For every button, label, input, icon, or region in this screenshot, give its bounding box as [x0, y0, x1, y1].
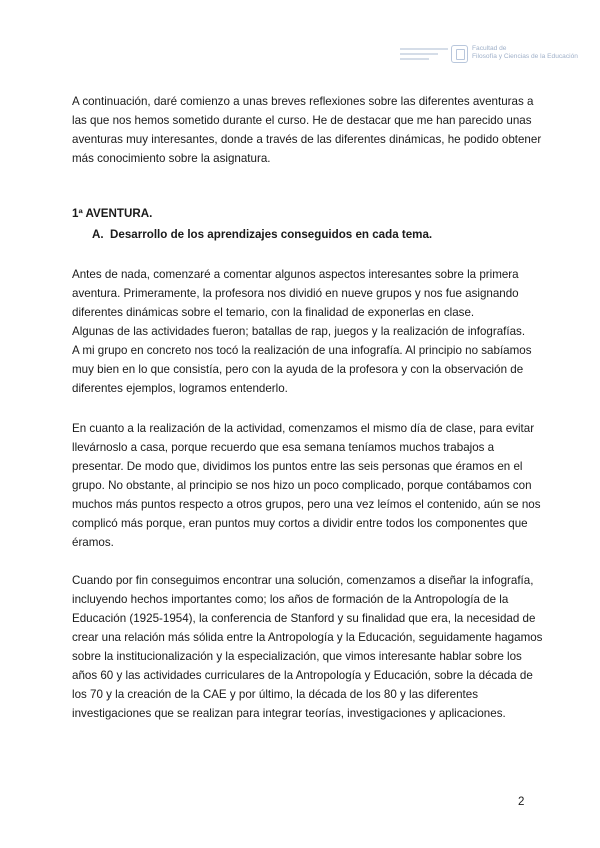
text-line: años 60 y las actividades curriculares de la Antropología y Educación, sobre la década de	[72, 669, 533, 682]
university-logo-mark	[400, 48, 448, 62]
paragraph-2	[72, 419, 541, 552]
text-line: investigaciones que se realizan para integrar teorías, investigaciones y aplicaciones.	[72, 707, 506, 720]
intro-paragraph	[72, 92, 542, 168]
text-line: presentar. De modo que, dividimos los puntos entre las seis personas que éramos en el	[72, 460, 523, 473]
text-line: éramos.	[72, 536, 114, 549]
text-line: Educación (1925-1954), la conferencia de Stanford y su finalidad que era, la necesidad de	[72, 612, 536, 625]
text-line: grupo. No obstante, al principio se nos hizo un poco complicado, porque contábamos con	[72, 479, 532, 492]
text-line: incluyendo hechos importantes como; los años de formación de la Antropología de la	[72, 593, 509, 606]
text-line: muy bien en lo que consistía, pero con la ayuda de la profesora y con la observación de	[72, 363, 524, 376]
page-number: 2	[518, 796, 525, 808]
text-line: Cuando por fin conseguimos encontrar una solución, comenzamos a diseñar la infografía,	[72, 574, 534, 587]
subsection-letter: A.	[92, 228, 104, 241]
text-line: crear una relación más sólida entre la Antropología y la Educación, seguidamente hagamos	[72, 631, 543, 644]
text-line: diferentes ejemplos, logramos entenderlo.	[72, 382, 288, 395]
faculty-name: Facultad de Filosofía y Ciencias de la Educación	[472, 45, 578, 60]
text-line: llevárnoslo a casa, porque recuerdo que esa semana teníamos muchos trabajos a	[72, 441, 495, 454]
text-line: A mi grupo en concreto nos tocó la realización de una infografía. Al principio no sabíamos	[72, 344, 532, 357]
faculty-emblem-icon	[451, 45, 468, 63]
section-title: 1ª AVENTURA.	[72, 207, 153, 220]
text-line: A continuación, daré comienzo a unas breves reflexiones sobre las diferentes aventuras a	[72, 95, 534, 108]
text-line: muchos más puntos respecto a otros grupos, pero una vez leímos el contenido, aún se nos	[72, 498, 541, 511]
text-line: diferentes dinámicas sobre el temario, con la finalidad de exponerlas en clase.	[72, 306, 475, 319]
text-line: aventuras muy interesantes, donde a través de las diferentes dinámicas, he podido obtener	[72, 133, 542, 146]
text-line: las que nos hemos sometido durante el curso. He de destacar que me han parecido unas	[72, 114, 532, 127]
text-line: complicó más porque, eran puntos muy cortos a dividir entre todos los componentes que	[72, 517, 528, 530]
paragraph-1	[72, 265, 534, 398]
paragraph-3	[72, 571, 543, 723]
text-line: sobre la institucionalización y la especialización, que vimos interesante hablar sobre los	[72, 650, 522, 663]
text-line: más conocimiento sobre la asignatura.	[72, 152, 271, 165]
text-line: los 70 y la creación de la CAE y por último, la década de los 80 y las diferentes	[72, 688, 479, 701]
faculty-logo	[400, 44, 580, 68]
text-line: Antes de nada, comenzaré a comentar algunos aspectos interesantes sobre la primera	[72, 268, 519, 281]
subsection-text: Desarrollo de los aprendizajes conseguidos en cada tema.	[110, 228, 433, 241]
text-line: Algunas de las actividades fueron; batallas de rap, juegos y la realización de infografías.	[72, 325, 526, 338]
subsection-title	[92, 228, 432, 241]
text-line: aventura. Primeramente, la profesora nos dividió en nueve grupos y nos fue asignando	[72, 287, 519, 300]
text-line: En cuanto a la realización de la actividad, comenzamos el mismo día de clase, para evitar	[72, 422, 535, 435]
